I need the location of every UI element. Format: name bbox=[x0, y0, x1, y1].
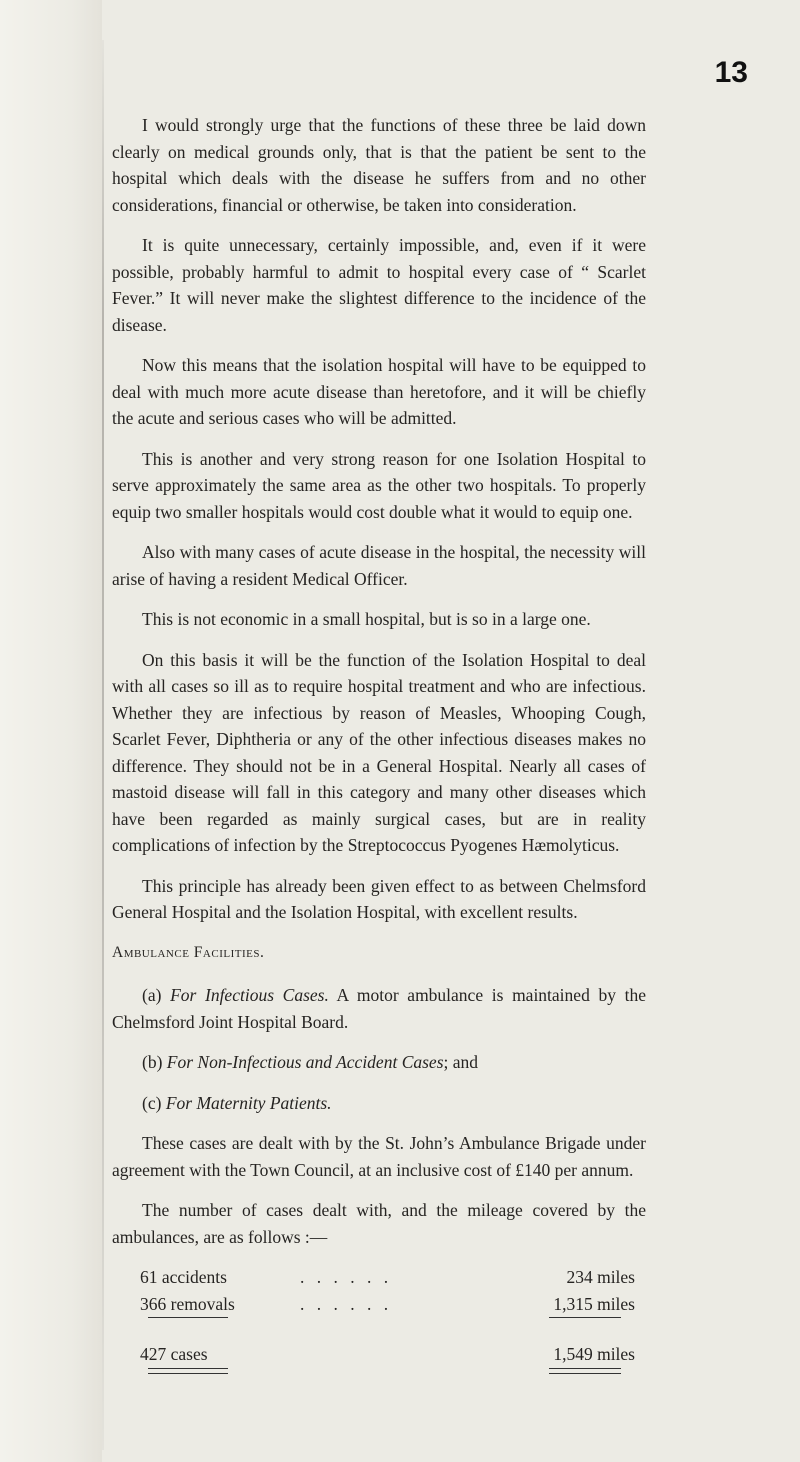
paragraph: This is not economic in a small hospital, but is so in a large one. bbox=[142, 609, 591, 629]
double-rule-row bbox=[140, 1368, 635, 1392]
table-row bbox=[140, 1264, 635, 1291]
list-item-b bbox=[112, 1049, 646, 1076]
paragraph: On this basis it will be the function of the Isolation Hospital to deal with all cases so ill as to require hospital treatment and who are infectious. Whether they are infectious by reason of Measles, Whooping Cough, Scarlet Fever, Diphtheria or any of the other infectious diseases makes no difference. They should not be in a General Hospital. Nearly all cases of mastoid disease will fall in this category and many other diseases which have been regarded as mainly surgical cases, but are in reality complications of infection by the Streptococcus Pyogenes Hæmolyticus. bbox=[112, 649, 646, 855]
paragraph: I would strongly urge that the functions of these three be laid down clearly on medical grounds only, that is that the patient be sent to the hospital which deals with the disease he suffers from and no other considerations, financial or otherwise, be taken into consideration. bbox=[112, 115, 646, 215]
item-text: ; and bbox=[443, 1052, 479, 1072]
item-title: For Non-Infectious and Accident Cases bbox=[166, 1052, 444, 1072]
page-gutter bbox=[0, 0, 102, 1462]
list-item-c bbox=[112, 1090, 646, 1117]
paragraph: Now this means that the isolation hospital will have to be equipped to deal with much more acute disease than heretofore, and it will be chiefly the acute and serious cases who will be admitted. bbox=[112, 355, 646, 428]
paragraph: Also with many cases of acute disease in the hospital, the necessity will arise of having a resident Medical Officer. bbox=[112, 542, 646, 589]
single-rule-row bbox=[140, 1317, 635, 1341]
item-label: (c) bbox=[142, 1092, 162, 1113]
document-body bbox=[112, 112, 646, 1392]
row-label: 61 accidents bbox=[140, 1267, 227, 1287]
item-title: For Infectious Cases. bbox=[170, 985, 329, 1005]
double-rule bbox=[148, 1368, 228, 1374]
single-rule bbox=[148, 1317, 228, 1318]
row-value: 234 miles bbox=[566, 1267, 635, 1287]
double-rule bbox=[549, 1368, 621, 1374]
total-row bbox=[140, 1341, 635, 1368]
leader-dots: . . . . . . bbox=[300, 1293, 393, 1314]
section-heading: Ambulance Facilities. bbox=[112, 943, 265, 961]
total-label: 427 cases bbox=[140, 1344, 208, 1364]
list-item-a bbox=[112, 982, 646, 1035]
item-title: For Maternity Patients. bbox=[165, 1092, 332, 1113]
binding-edge bbox=[102, 40, 104, 1450]
page-number: 13 bbox=[714, 56, 748, 89]
paragraph: It is quite unnecessary, certainly impossible, and, even if it were possible, probably harmful to admit to hospital every case of “ Scarlet Fever.” It will never make the slightest difference to the incidence of the disease. bbox=[112, 235, 646, 335]
single-rule bbox=[549, 1317, 621, 1318]
paragraph: This is another and very strong reason for one Isolation Hospital to serve approximately the same area as the other two hospitals. To properly equip two smaller hospitals would cost double what it would to equip one. bbox=[112, 448, 646, 522]
paragraph: These cases are dealt with by the St. John’s Ambulance Brigade under agreement with the Town Council, at an inclusive cost of £140 per annum. bbox=[112, 1133, 646, 1180]
leader-dots: . . . . . . bbox=[300, 1267, 393, 1287]
item-text: A motor ambulance is maintained by the Chelmsford Joint Hospital Board. bbox=[112, 985, 646, 1032]
ambulance-stats-table bbox=[140, 1264, 635, 1392]
table-row bbox=[140, 1291, 635, 1318]
item-label: (b) bbox=[142, 1052, 163, 1072]
item-label: (a) bbox=[142, 985, 162, 1005]
row-value: 1,315 miles bbox=[553, 1293, 635, 1314]
paragraph: This principle has already been given effect to as between Chelmsford General Hospital and the Isolation Hospital, with excellent results. bbox=[112, 875, 646, 922]
row-label: 366 removals bbox=[140, 1293, 235, 1314]
paragraph: The number of cases dealt with, and the mileage covered by the ambulances, are as follows :— bbox=[112, 1200, 646, 1247]
total-value: 1,549 miles bbox=[553, 1344, 635, 1364]
